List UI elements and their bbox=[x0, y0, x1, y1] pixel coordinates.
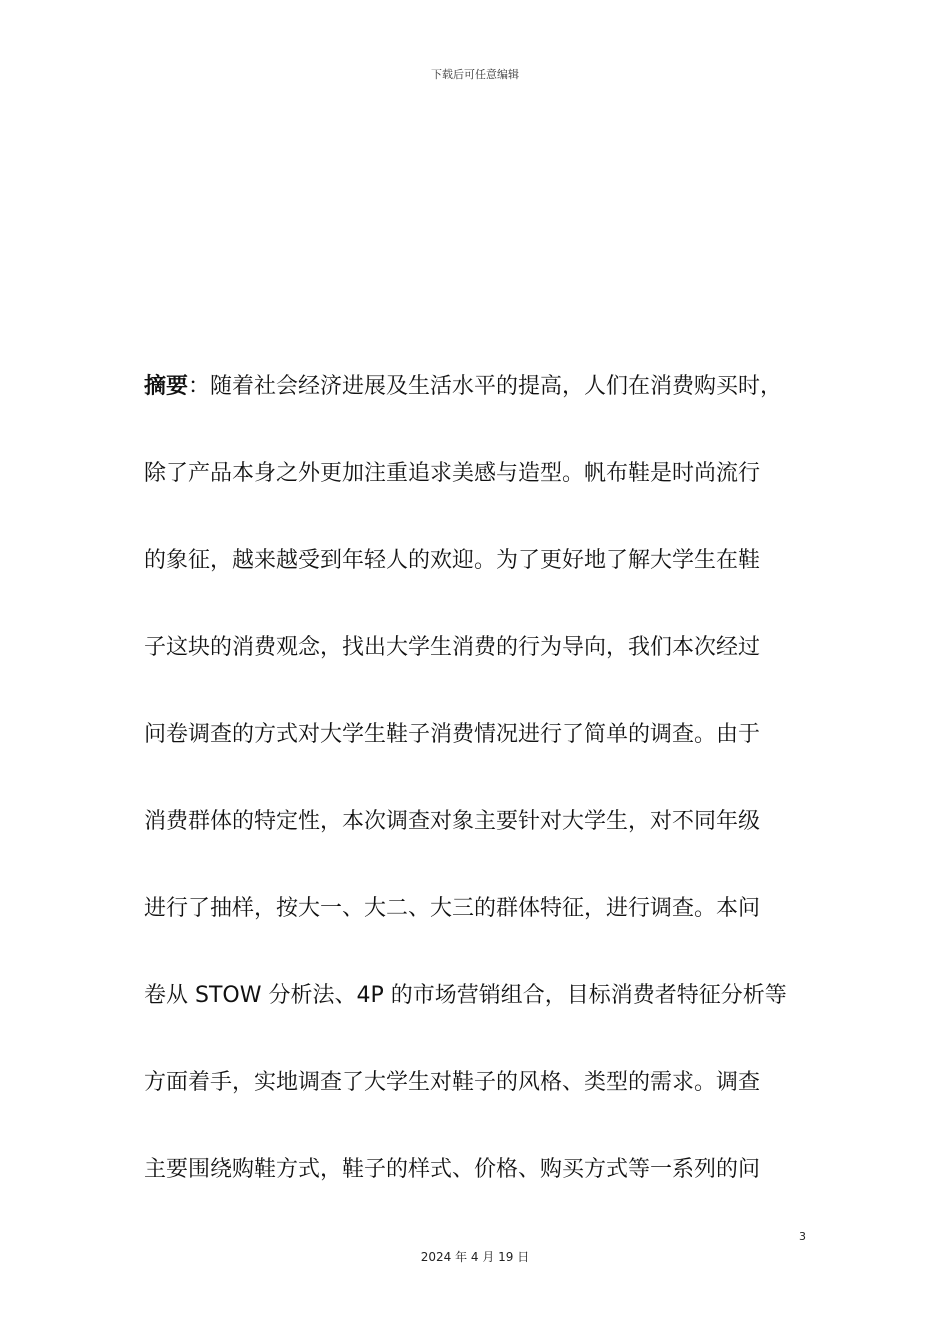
page-number: 3 bbox=[799, 1230, 806, 1243]
abstract-line bbox=[144, 369, 824, 456]
abstract-line: 进行了抽样，按大一、大二、大三的群体特征，进行调查。本问 bbox=[144, 896, 761, 921]
header-note: 下载后可任意编辑 bbox=[431, 68, 519, 81]
abstract-line: 方面着手，实地调查了大学生对鞋子的风格、类型的需求。调查 bbox=[144, 1070, 761, 1095]
abstract-line: 除了产品本身之外更加注重追求美感与造型。帆布鞋是时尚流行 bbox=[144, 461, 761, 486]
abstract-line: 子这块的消费观念，找出大学生消费的行为导向，我们本次经过 bbox=[144, 635, 761, 660]
abstract-line: 问卷调查的方式对大学生鞋子消费情况进行了简单的调查。由于 bbox=[144, 722, 761, 747]
abstract-line-text: ：随着社会经济进展及生活水平的提高，人们在消费购买时， bbox=[188, 374, 783, 399]
abstract-label: 摘要 bbox=[144, 374, 189, 399]
abstract-paragraph bbox=[144, 369, 824, 1239]
footer-date: 2024 年 4 月 19 日 bbox=[420, 1250, 530, 1264]
abstract-line: 主要围绕购鞋方式，鞋子的样式、价格、购买方式等一系列的问 bbox=[144, 1157, 761, 1182]
abstract-line: 的象征，越来越受到年轻人的欢迎。为了更好地了解大学生在鞋 bbox=[144, 548, 761, 573]
abstract-line: 卷从 STOW 分析法、4P 的市场营销组合，目标消费者特征分析等 bbox=[144, 983, 787, 1008]
abstract-line: 消费群体的特定性，本次调查对象主要针对大学生，对不同年级 bbox=[144, 809, 761, 834]
